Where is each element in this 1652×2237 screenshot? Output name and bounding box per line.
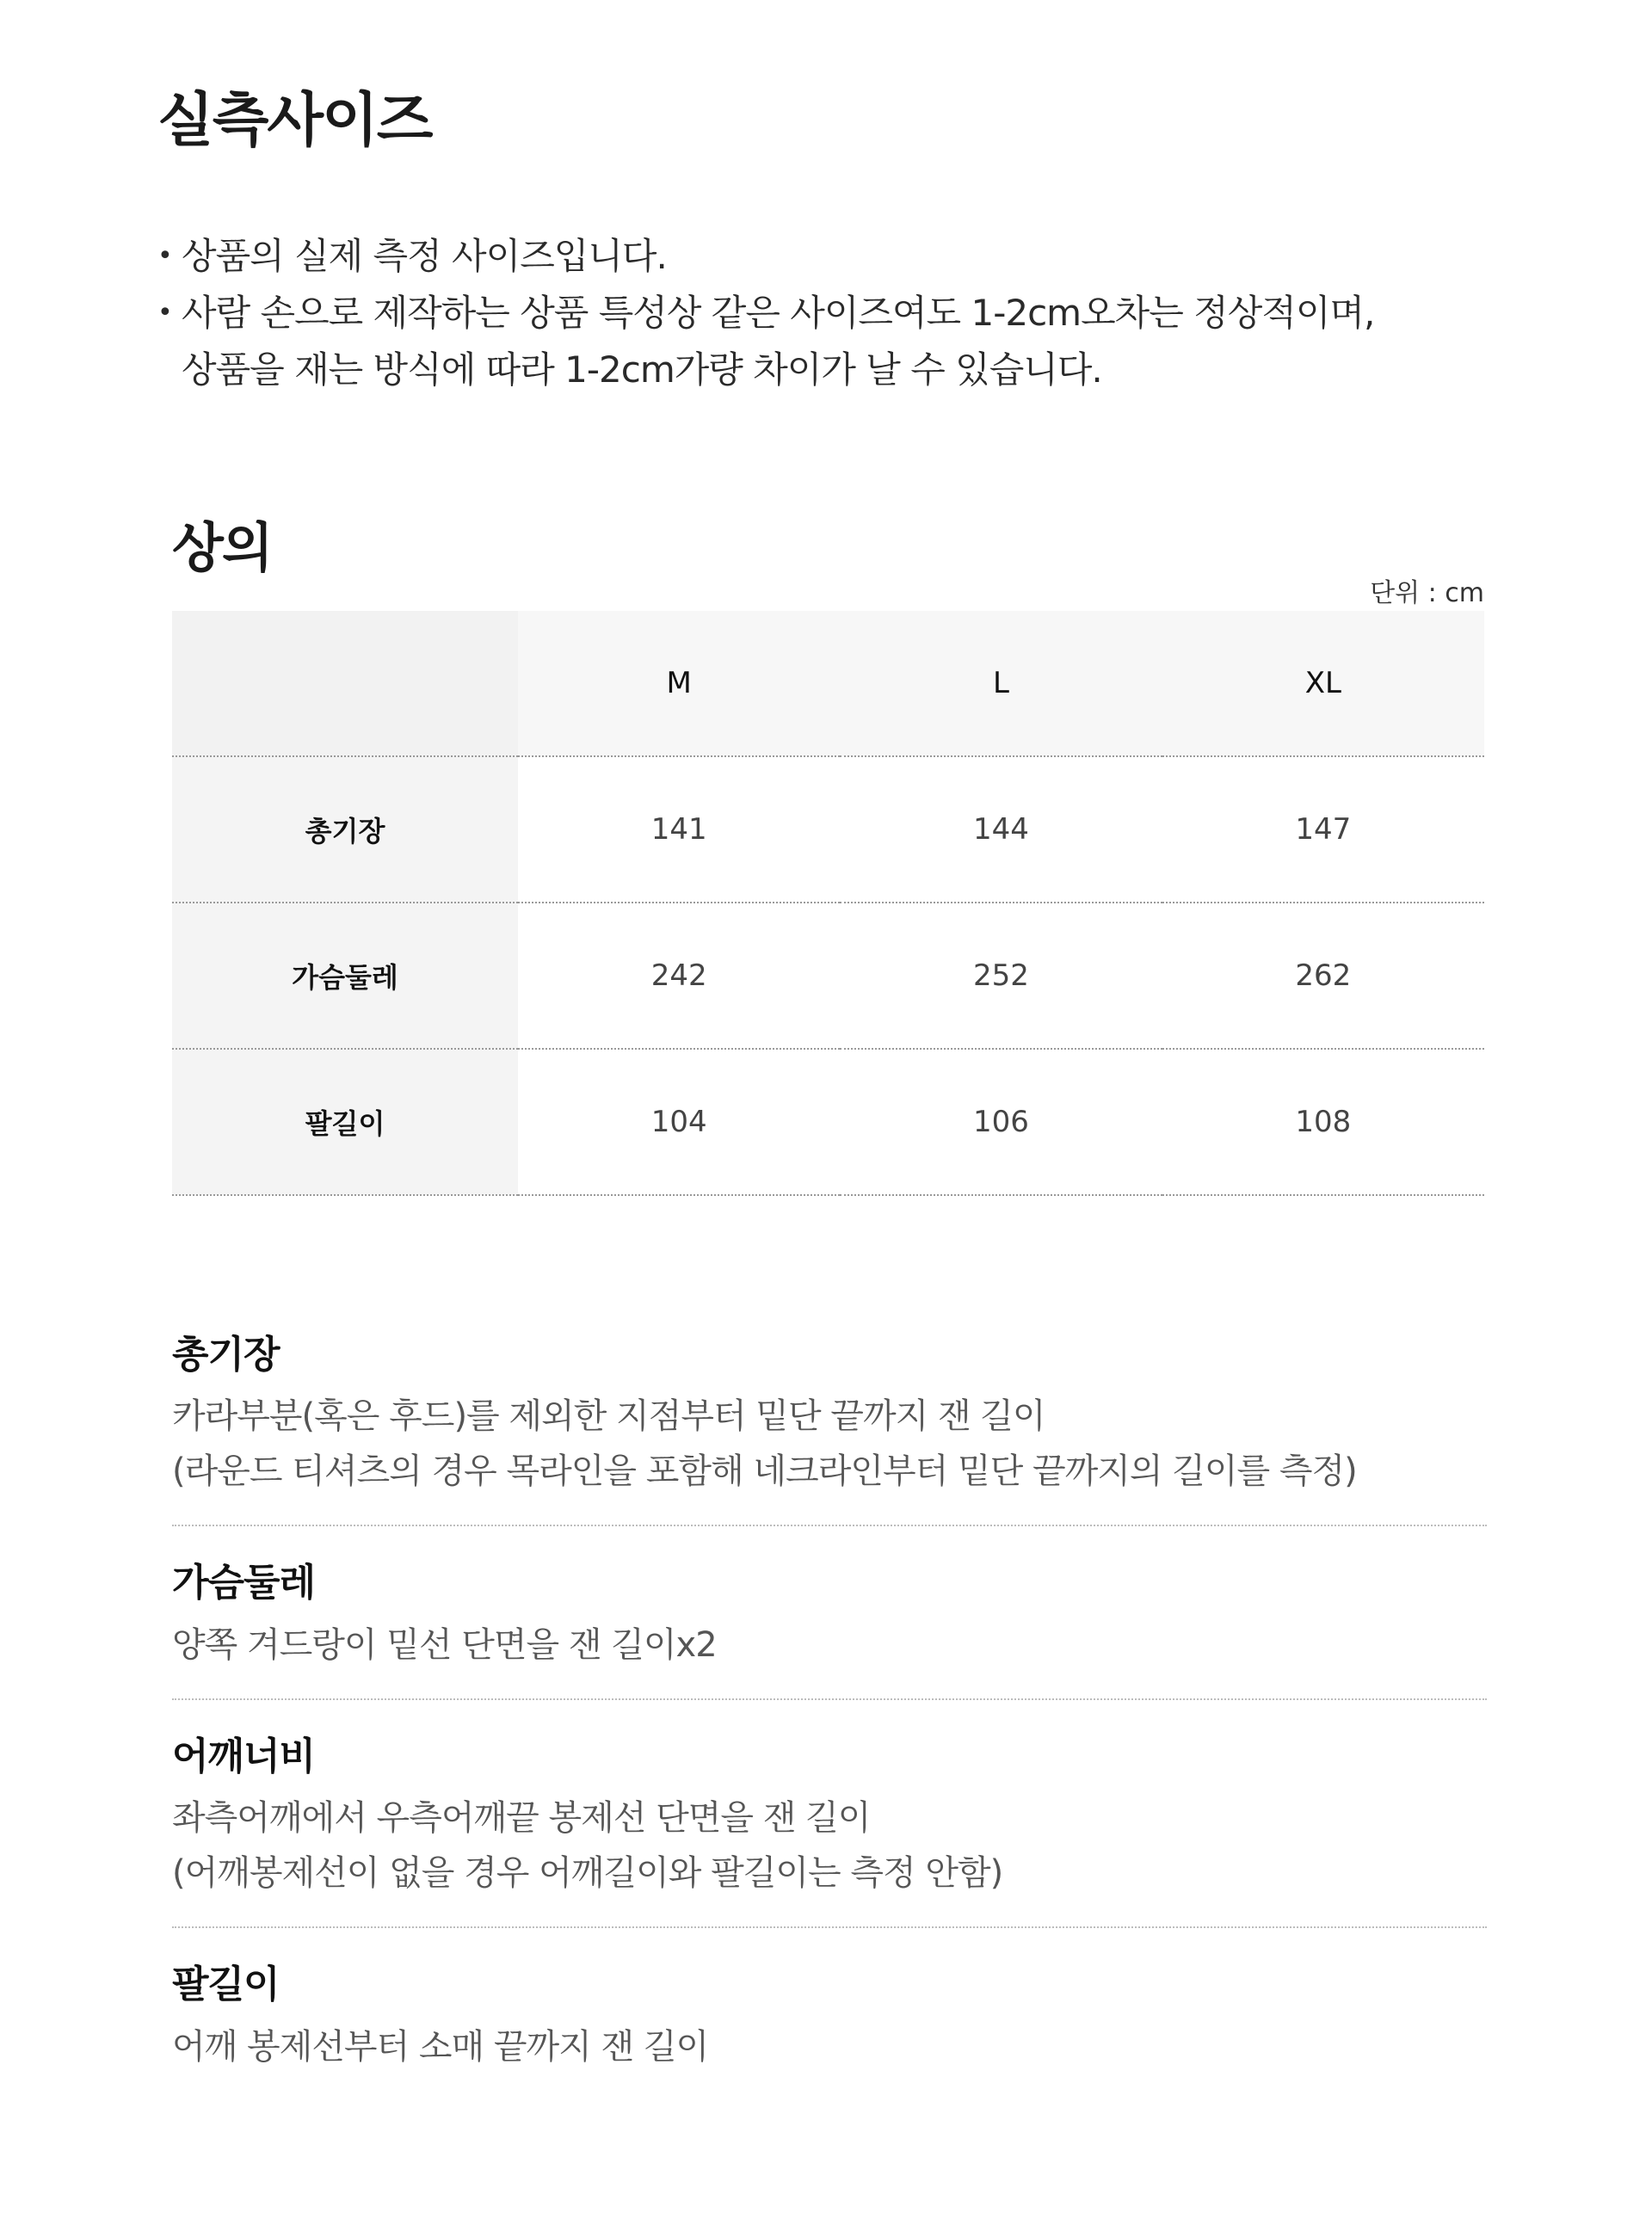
definition-term: 팔길이 (172, 1963, 280, 2007)
definition-item (172, 1557, 1487, 1699)
table-cell: 141 (518, 756, 840, 903)
definition-item (172, 1329, 1487, 1526)
row-header: 총기장 (172, 756, 518, 903)
notice-text: 상품을 재는 방식에 따라 1-2cm가량 차이가 날 수 있습니다. (182, 348, 1102, 391)
table-cell: 147 (1162, 756, 1484, 903)
table-cell: 262 (1162, 903, 1484, 1049)
notice-list (157, 228, 1534, 398)
row-header: 팔길이 (172, 1049, 518, 1195)
column-header-xl: XL (1162, 611, 1484, 756)
table-row (172, 1049, 1484, 1195)
table-header-row (172, 611, 1484, 756)
table-cell: 104 (518, 1049, 840, 1195)
table-cell: 242 (518, 903, 840, 1049)
notice-item (157, 285, 1534, 398)
table-cell: 144 (840, 756, 1162, 903)
table-cell: 108 (1162, 1049, 1484, 1195)
notice-item (157, 228, 1534, 285)
definition-text: (라운드 티셔츠의 경우 목라인을 포함해 네크라인부터 밑단 끝까지의 길이를 측정) (172, 1451, 1357, 1492)
table-cell: 252 (840, 903, 1162, 1049)
table-cell: 106 (840, 1049, 1162, 1195)
definition-text: (어깨봉제선이 없을 경우 어깨길이와 팔길이는 측정 안함) (172, 1853, 1003, 1894)
section-title: 상의 (172, 516, 272, 579)
table-corner-cell (172, 611, 518, 756)
size-table (172, 611, 1484, 1196)
table-row (172, 903, 1484, 1049)
definition-term: 어깨너비 (172, 1734, 316, 1778)
measurement-definitions (172, 1329, 1487, 2131)
definition-item (172, 1731, 1487, 1928)
notice-text: 상품의 실제 측정 사이즈입니다. (182, 235, 667, 277)
definition-term: 총기장 (172, 1333, 280, 1377)
unit-label: 단위 : cm (1370, 578, 1484, 608)
column-header-l: L (840, 611, 1162, 756)
definition-text: 양쪽 겨드랑이 밑선 단면을 잰 길이x2 (172, 1624, 717, 1665)
definition-term: 가슴둘레 (172, 1561, 316, 1605)
definition-text: 카라부분(혹은 후드)를 제외한 지점부터 밑단 끝까지 잰 길이 (172, 1396, 1045, 1437)
column-header-m: M (518, 611, 840, 756)
definition-text: 좌측어깨에서 우측어깨끝 봉제선 단면을 잰 길이 (172, 1798, 871, 1839)
row-header: 가슴둘레 (172, 903, 518, 1049)
definition-item (172, 1959, 1487, 2099)
table-row (172, 756, 1484, 903)
notice-text: 사람 손으로 제작하는 상품 특성상 같은 사이즈여도 1-2cm오차는 정상적이며, (182, 292, 1375, 334)
definition-text: 어깨 봉제선부터 소매 끝까지 잰 길이 (172, 2026, 709, 2067)
page-title: 실측사이즈 (157, 87, 432, 155)
